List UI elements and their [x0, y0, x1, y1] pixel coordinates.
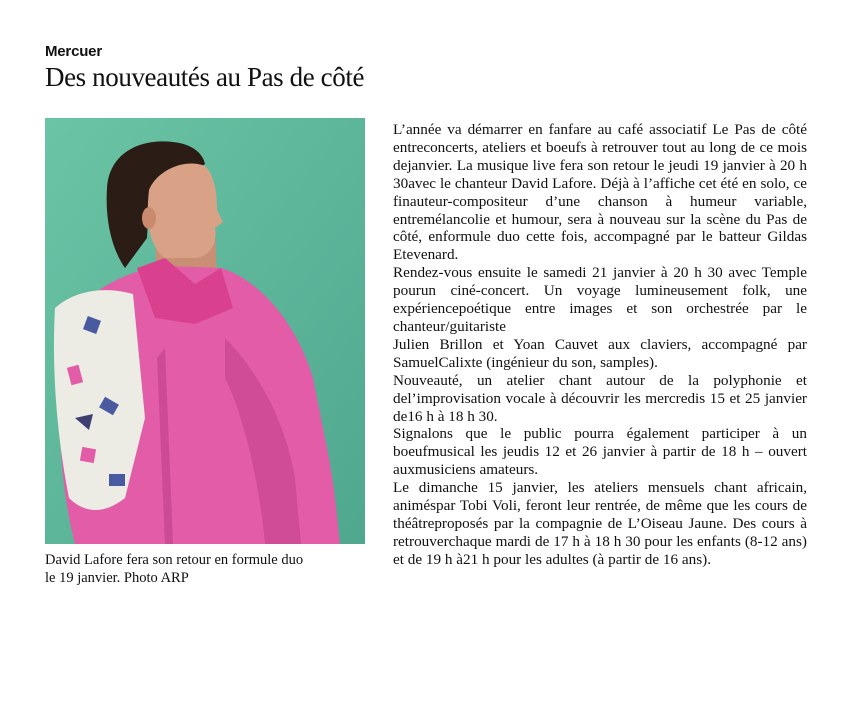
article-paragraph: Rendez-vous ensuite le samedi 21 janvier à 20 h 30 avec Temple pourun ciné-concert. Un voyage lumineusement folk, une expériencepoétique entre images et son orchestrée par le chanteur/guitariste — [393, 264, 807, 335]
article-paragraph: Julien Brillon et Yoan Cauvet aux claviers, accompagné par SamuelCalixte (ingénieur du son, samples). — [393, 335, 807, 371]
article-kicker: Mercuer — [45, 43, 102, 60]
article-paragraph: L’année va démarrer en fanfare au café associatif Le Pas de côté entreconcerts, ateliers et boeufs à retrouver tout au long de ce mois dejanvier. La musique live fera son retour le jeudi 19 janvier à 20 h 30avec le chanteur David Lafore. Déjà à l’affiche cet été en solo, ce finauteur-compositeur d’une chanson à humeur variable, entremélancolie et humour, sera à nouveau sur la scène du Pas de côté, enformule duo cette fois, accompagné par le batteur Gildas Etevenard. — [393, 121, 807, 264]
photo-caption — [45, 551, 345, 587]
photo-caption-line-1: David Lafore fera son retour en formule duo — [45, 552, 304, 568]
article-paragraph: Le dimanche 15 janvier, les ateliers mensuels chant africain, animéspar Tobi Voli, feront leur rentrée, de même que les cours de théâtreproposés par la compagnie de L’Oiseau Jaune. Des cours à retrouverchaque mardi de 17 h à 18 h 30 pour les enfants (8-12 ans) et de 19 h à21 h pour les adultes (à partir de 16 ans). — [393, 479, 807, 568]
photo-caption-line-2: le 19 janvier. Photo ARP — [45, 570, 189, 586]
article-paragraph: Signalons que le public pourra également participer à un boeufmusical les jeudis 12 et 26 janvier à partir de 18 h – ouvert auxmusiciens amateurs. — [393, 425, 807, 479]
article-paragraph: Nouveauté, un atelier chant autour de la polyphonie et del’improvisation vocale à découvrir les mercredis 15 et 25 janvier de16 h à 18 h 30. — [393, 371, 807, 425]
article-body — [393, 121, 807, 569]
article-headline: Des nouveautés au Pas de côté — [45, 62, 365, 92]
article-photo — [45, 118, 365, 544]
